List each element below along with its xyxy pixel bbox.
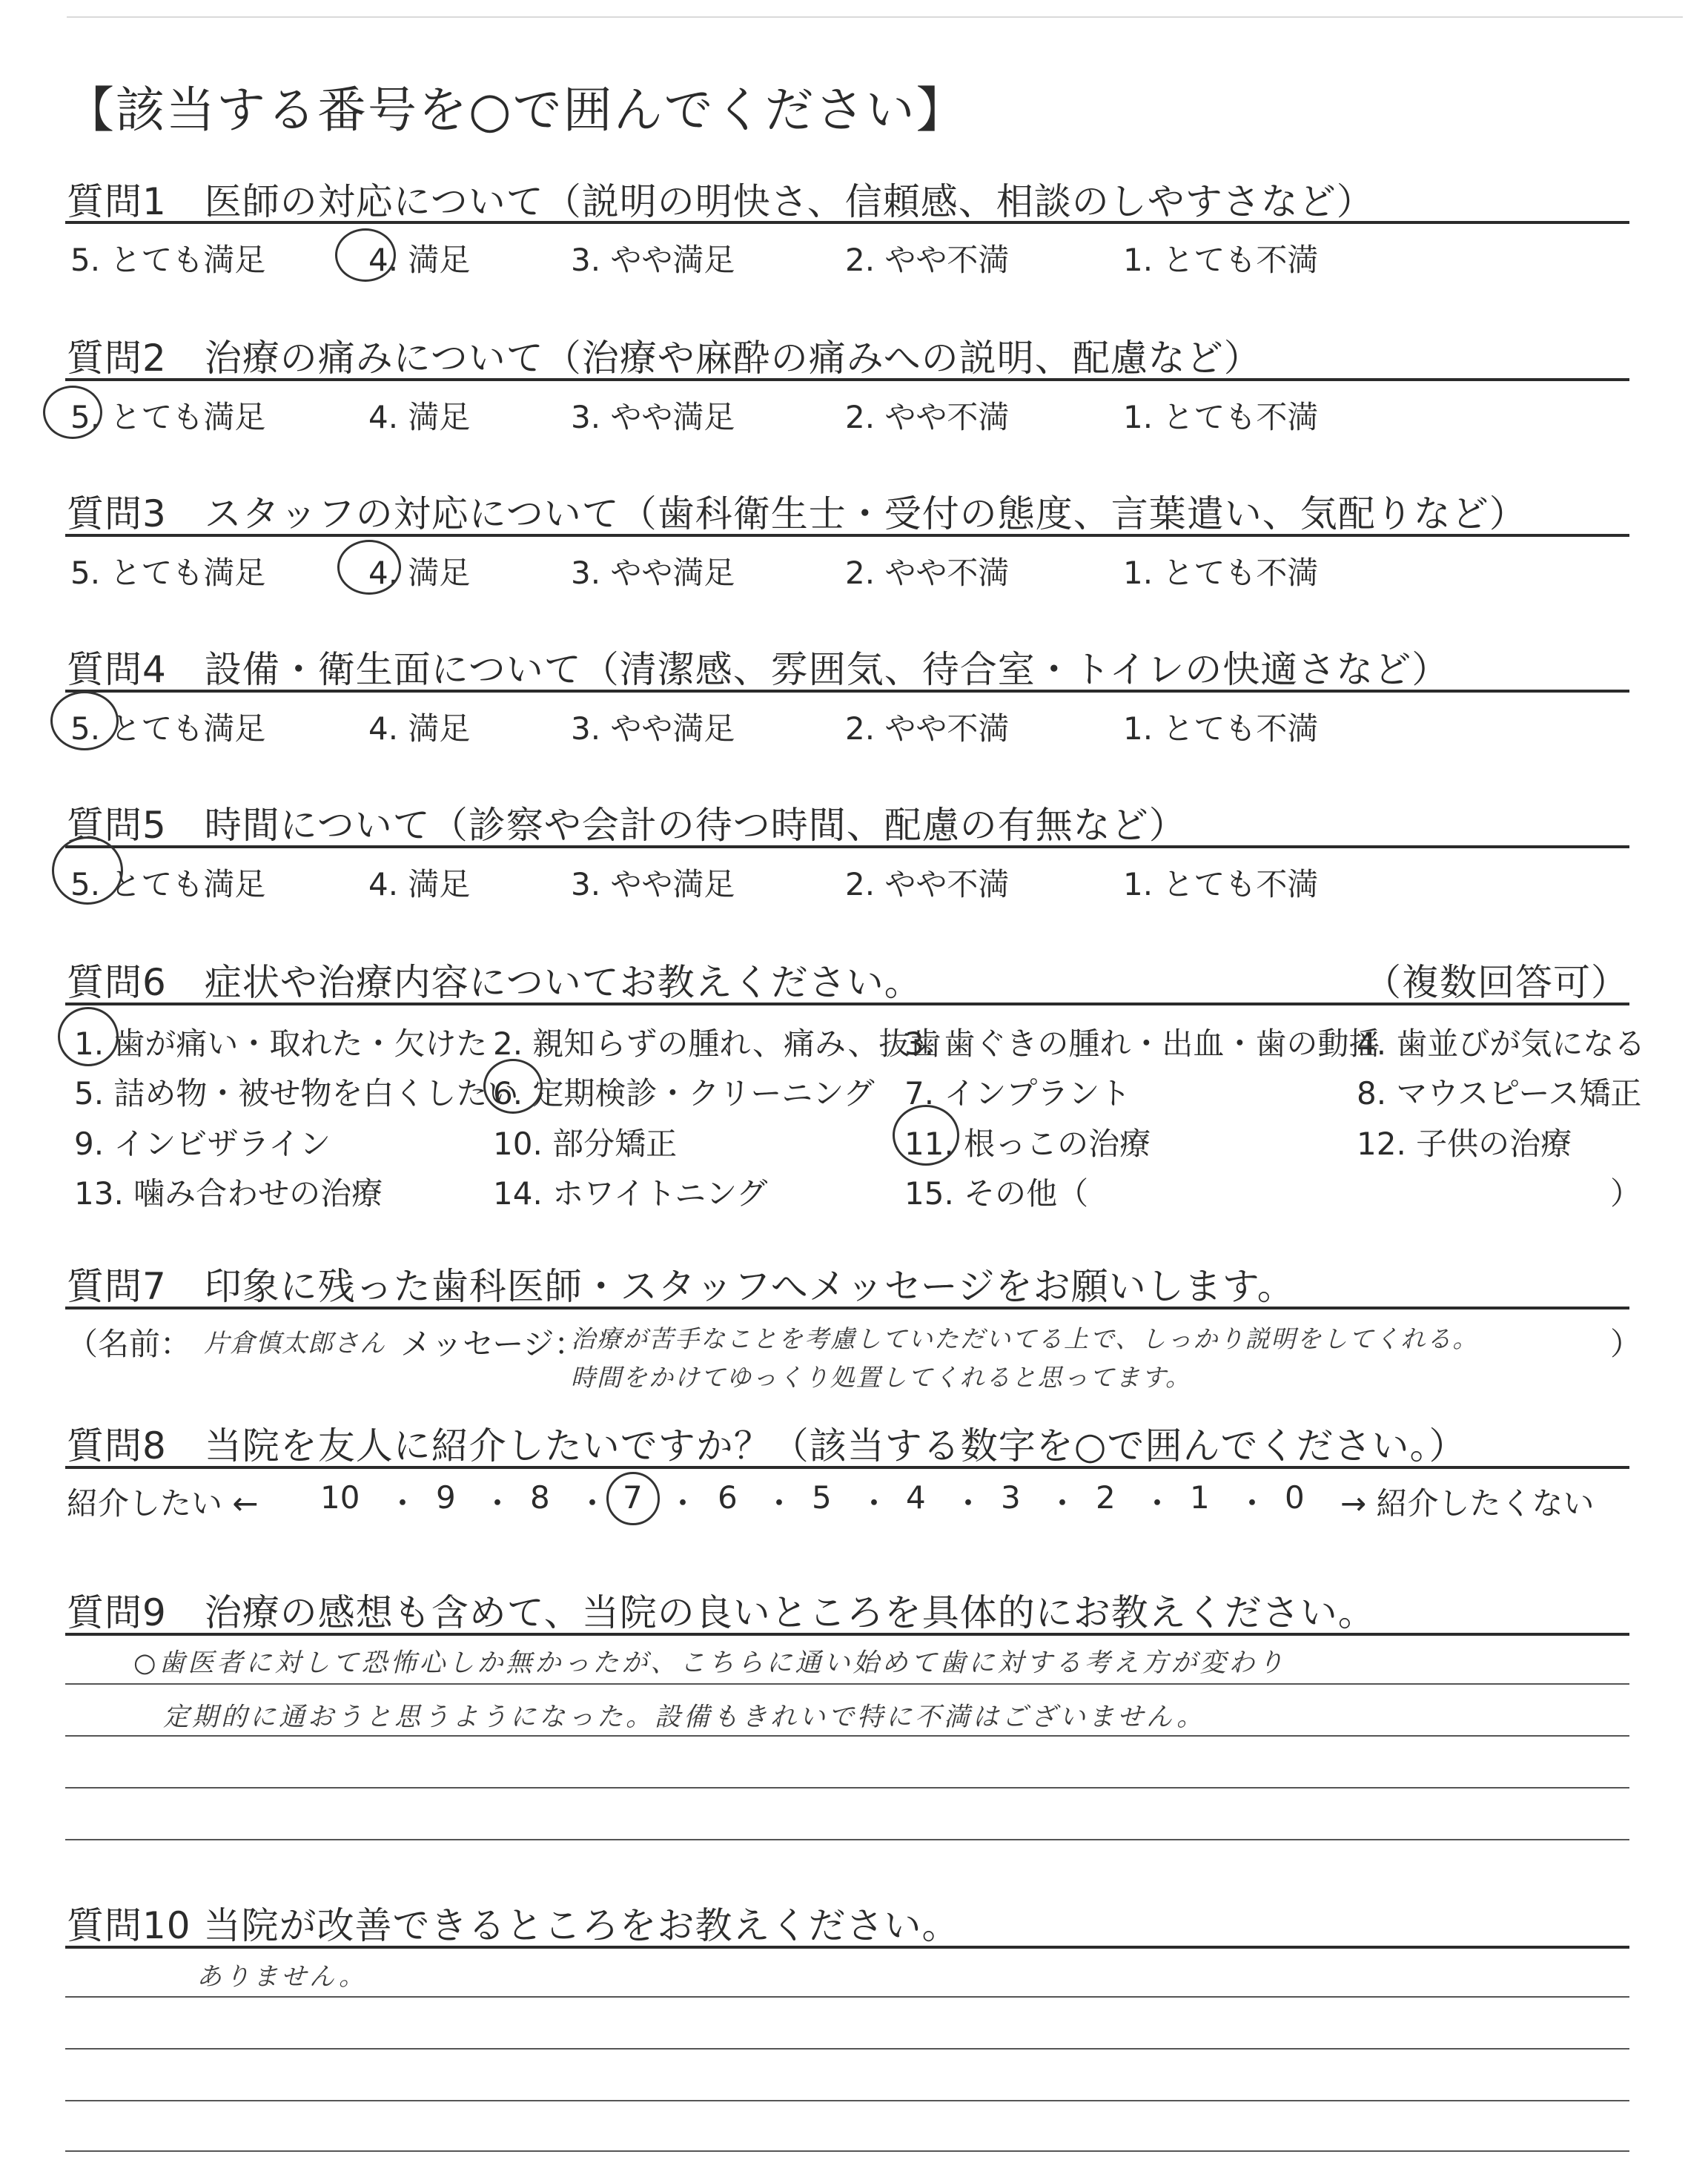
scale-sep: ・: [764, 1485, 795, 1522]
recommend-right-label: → 紹介したくない: [1340, 1485, 1595, 1522]
scale-2[interactable]: 2: [1096, 1479, 1116, 1516]
scale-0[interactable]: 0: [1285, 1479, 1305, 1516]
writing-line: [65, 1735, 1629, 1737]
q2-option-3[interactable]: 3. やや満足: [571, 399, 735, 435]
q3-option-1[interactable]: 1. とても不満: [1123, 555, 1319, 591]
divider: [65, 1307, 1629, 1309]
q2-option-5[interactable]: 5. とても満足: [70, 399, 266, 435]
scale-sep: ・: [953, 1485, 984, 1522]
q2-option-2[interactable]: 2. やや不満: [845, 399, 1010, 435]
q1-option-1[interactable]: 1. とても不満: [1123, 242, 1319, 278]
q6-item-12[interactable]: 12. 子供の治療: [1357, 1126, 1572, 1162]
q6-selection-circle-1: [58, 1007, 119, 1066]
question-8-title: 質問8 当院を友人に紹介したいですか？（該当する数字を○で囲んでください。）: [67, 1424, 1467, 1467]
page-title: 【該当する番号を○で囲んでください】: [65, 82, 967, 139]
q6-other-close-paren: ）: [1610, 1175, 1642, 1212]
writing-line: [65, 2150, 1629, 2152]
handwritten-message-line-2: 時間をかけてゆっくり処置してくれると思ってます。: [571, 1363, 1192, 1392]
q5-option-3[interactable]: 3. やや満足: [571, 866, 735, 902]
q4-option-4[interactable]: 4. 満足: [368, 710, 471, 747]
q6-item-1[interactable]: 1. 歯が痛い・取れた・欠けた: [74, 1025, 488, 1062]
question-5-title: 質問5 時間について（診察や会計の待つ時間、配慮の有無など）: [67, 804, 1187, 847]
q6-item-13[interactable]: 13. 噛み合わせの治療: [74, 1175, 383, 1212]
question-10-title: 質問10 当院が改善できるところをお教えください。: [67, 1904, 960, 1947]
writing-line: [65, 1839, 1629, 1840]
q4-selection-circle: [50, 691, 119, 750]
q6-item-8[interactable]: 8. マウスピース矯正: [1357, 1075, 1642, 1112]
q6-item-15[interactable]: 15. その他（: [904, 1175, 1089, 1212]
scale-sep: ・: [1047, 1485, 1079, 1522]
q6-item-5[interactable]: 5. 詰め物・被せ物を白くしたい: [74, 1075, 519, 1112]
message-close-paren: ）: [1610, 1326, 1642, 1362]
q6-selection-circle-11: [893, 1105, 959, 1166]
q3-option-5[interactable]: 5. とても満足: [70, 555, 266, 591]
question-1-title: 質問1 医師の対応について（説明の明快さ、信頼感、相談のしやすさなど）: [67, 180, 1374, 223]
message-label: メッセージ：: [400, 1326, 586, 1362]
scan-edge-line: [67, 16, 1683, 18]
divider: [65, 534, 1629, 537]
writing-line: [65, 2100, 1629, 2101]
writing-line: [65, 1787, 1629, 1789]
handwritten-message-line-1: 治療が苦手なことを考慮していただいてる上で、しっかり説明をしてくれる。: [571, 1324, 1479, 1353]
q2-option-4[interactable]: 4. 満足: [368, 399, 471, 435]
scale-sep: ・: [387, 1485, 419, 1522]
q3-option-3[interactable]: 3. やや満足: [571, 555, 735, 591]
recommend-left-label: 紹介したい ←: [67, 1485, 259, 1522]
q6-item-10[interactable]: 10. 部分矯正: [493, 1126, 678, 1162]
q5-selection-circle: [52, 836, 123, 905]
q3-selection-circle: [337, 540, 401, 595]
handwritten-name: 片倉慎太郎さん: [204, 1329, 385, 1358]
scale-sep: ・: [577, 1485, 609, 1522]
question-6-title: 質問6 症状や治療内容についてお教えください。: [67, 961, 922, 1004]
scale-6[interactable]: 6: [718, 1479, 738, 1516]
q4-option-3[interactable]: 3. やや満足: [571, 710, 735, 747]
q1-option-3[interactable]: 3. やや満足: [571, 242, 735, 278]
q1-option-2[interactable]: 2. やや不満: [845, 242, 1010, 278]
question-3-title: 質問3 スタッフの対応について（歯科衛生士・受付の態度、言葉遣い、気配りなど）: [67, 492, 1527, 535]
q6-item-2[interactable]: 2. 親知らずの腫れ、痛み、抜歯: [493, 1025, 941, 1062]
question-4-title: 質問4 設備・衛生面について（清潔感、雰囲気、待合室・トイレの快適さなど）: [67, 648, 1450, 691]
q1-option-5[interactable]: 5. とても満足: [70, 242, 266, 278]
scale-sep: ・: [1237, 1485, 1268, 1522]
q6-item-14[interactable]: 14. ホワイトニング: [493, 1175, 768, 1212]
q3-option-2[interactable]: 2. やや不満: [845, 555, 1010, 591]
divider: [65, 690, 1629, 693]
divider: [65, 221, 1629, 224]
divider: [65, 1003, 1629, 1005]
q5-option-4[interactable]: 4. 満足: [368, 866, 471, 902]
question-2-title: 質問2 治療の痛みについて（治療や麻酔の痛みへの説明、配慮など）: [67, 337, 1262, 380]
handwritten-improvement-answer: ありません。: [196, 1962, 368, 1992]
q6-item-7[interactable]: 7. インプラント: [904, 1075, 1131, 1112]
q2-option-1[interactable]: 1. とても不満: [1123, 399, 1319, 435]
scale-4[interactable]: 4: [906, 1479, 926, 1516]
q4-option-5[interactable]: 5. とても満足: [70, 710, 266, 747]
q6-item-3[interactable]: 3. 歯ぐきの腫れ・出血・歯の動揺: [904, 1025, 1380, 1062]
divider: [65, 1466, 1629, 1469]
q6-item-4[interactable]: 4. 歯並びが気になる: [1357, 1025, 1646, 1062]
handwritten-answer-line-1: ○歯医者に対して恐怖心しか無かったが、こちらに通い始めて歯に対する考え方が変わり: [133, 1648, 1287, 1678]
q1-selection-circle: [335, 228, 396, 282]
scale-8[interactable]: 8: [530, 1479, 550, 1516]
q1-option-4[interactable]: 4. 満足: [368, 242, 471, 278]
writing-line: [65, 1683, 1629, 1685]
q6-item-9[interactable]: 9. インビザライン: [74, 1126, 331, 1162]
scale-3[interactable]: 3: [1001, 1479, 1021, 1516]
q6-item-6[interactable]: 6. 定期検診・クリーニング: [493, 1075, 875, 1112]
scale-10[interactable]: 10: [320, 1479, 360, 1516]
question-9-title: 質問9 治療の感想も含めて、当院の良いところを具体的にお教えください。: [67, 1591, 1376, 1634]
q8-selection-circle: [606, 1472, 660, 1525]
scale-5[interactable]: 5: [812, 1479, 832, 1516]
q5-option-5[interactable]: 5. とても満足: [70, 866, 266, 902]
q4-option-1[interactable]: 1. とても不満: [1123, 710, 1319, 747]
q6-item-11[interactable]: 11. 根っこの治療: [904, 1126, 1151, 1162]
divider: [65, 1946, 1629, 1949]
q4-option-2[interactable]: 2. やや不満: [845, 710, 1010, 747]
writing-line: [65, 1996, 1629, 1998]
scale-9[interactable]: 9: [436, 1479, 456, 1516]
divider: [65, 845, 1629, 848]
multiple-answers-note: （複数回答可）: [1364, 961, 1629, 1004]
scale-sep: ・: [1142, 1485, 1174, 1522]
writing-line: [65, 2048, 1629, 2050]
scale-sep: ・: [482, 1485, 514, 1522]
q5-option-2[interactable]: 2. やや不満: [845, 866, 1010, 902]
q2-selection-circle: [43, 386, 102, 439]
name-label: （名前：: [67, 1326, 192, 1362]
divider: [65, 1633, 1629, 1636]
scale-sep: ・: [858, 1485, 890, 1522]
scale-7[interactable]: 7: [623, 1479, 643, 1516]
scale-1[interactable]: 1: [1190, 1479, 1210, 1516]
q5-option-1[interactable]: 1. とても不満: [1123, 866, 1319, 902]
handwritten-answer-line-2: 定期的に通おうと思うようになった。設備もきれいで特に不満はございません。: [163, 1702, 1206, 1732]
scale-sep: ・: [667, 1485, 699, 1522]
question-7-title: 質問7 印象に残った歯科医師・スタッフへメッセージをお願いします。: [67, 1265, 1295, 1308]
q6-selection-circle-6: [483, 1059, 543, 1114]
q3-option-4[interactable]: 4. 満足: [368, 555, 471, 591]
divider: [65, 378, 1629, 381]
